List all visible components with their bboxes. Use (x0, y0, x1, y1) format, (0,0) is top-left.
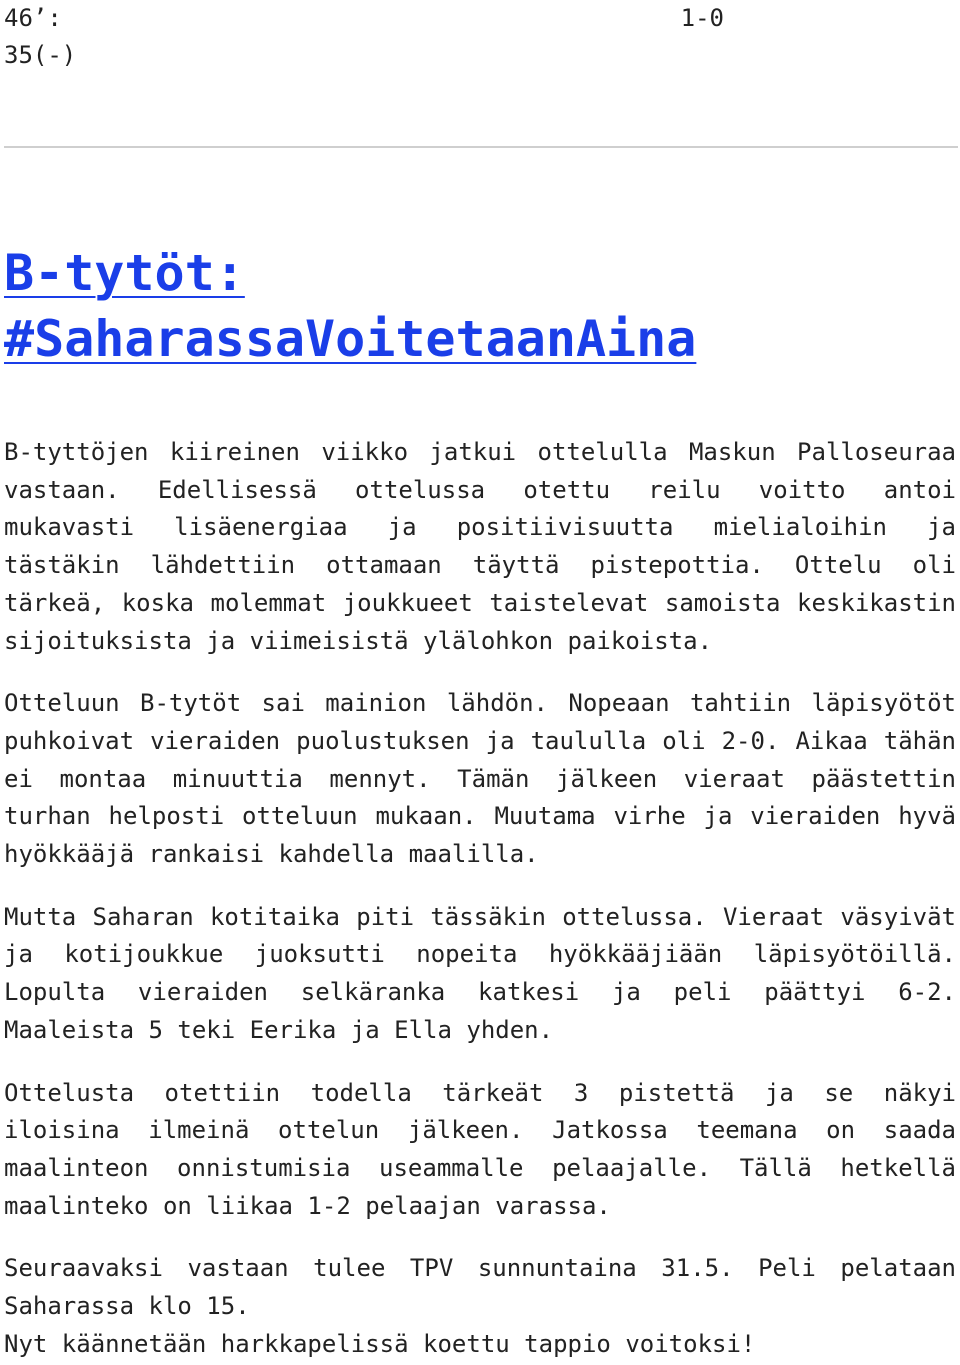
post-paragraph: Ottelusta otettiin todella tärkeät 3 pistettä ja se näkyi iloisina ilmeinä ottelun jälkeen. Jatkossa teemana on saada maalinteon onnistumisia useammalle pelaajalle. Tällä hetkellä maalinteko on liikaa 1-2 pelaajan varassa. (4, 1078, 956, 1220)
score-time: 35(-) (4, 41, 77, 69)
post-title-link[interactable] (4, 244, 696, 368)
post-title-line1: B-tytöt: (4, 244, 245, 302)
post-paragraph: Mutta Saharan kotitaika piti tässäkin ottelussa. Vieraat väsyivät ja kotijoukkue juoksutti nopeita hyökkääjiään läpisyötöillä. Lopulta vieraiden selkäranka katkesi ja peli päättyi 6-2. Maaleista 5 teki Eerika ja Ella yhden. (4, 902, 956, 1044)
score-value: 1-0 (680, 4, 724, 32)
score-row (4, 37, 724, 74)
post-paragraph: B-tyttöjen kiireinen viikko jatkui ottelulla Maskun Palloseuraa vastaan. Edellisessä ottelussa otettu reilu voitto antoi mukavasti lisäenergiaa ja positiivisuutta mielialoihin ja tästäkin lähdettiin ottamaan täyttä pistepottia. Ottelu oli tärkeä, koska molemmat joukkueet taistelevat samoista keskikastin sijoituksista ja viimeisistä ylälohkon paikoista. (4, 438, 956, 655)
post-title (4, 240, 954, 372)
post-paragraph: Nyt käännetään harkkapelissä koettu tappio voitoksi! (4, 1329, 756, 1358)
score-table (4, 0, 724, 74)
post-title-line2: #SaharassaVoitetaanAina (4, 310, 697, 368)
post-body (4, 434, 956, 1363)
score-time: 46’: (4, 4, 62, 32)
horizontal-divider (4, 146, 958, 148)
post-paragraph: Otteluun B-tytöt sai mainion lähdön. Nopeaan tahtiin läpisyötöt puhkoivat vieraiden puolustuksen ja taululla oli 2-0. Aikaa tähän ei montaa minuuttia mennyt. Tämän jälkeen vieraat päästettin turhan helposti otteluun mukaan. Muutama virhe ja vieraiden hyvä hyökkääjä rankaisi kahdella maalilla. (4, 689, 956, 869)
score-row (4, 0, 724, 37)
post-paragraph: Seuraavaksi vastaan tulee TPV sunnuntaina 31.5. Peli pelataan Saharassa klo 15. (4, 1254, 956, 1321)
